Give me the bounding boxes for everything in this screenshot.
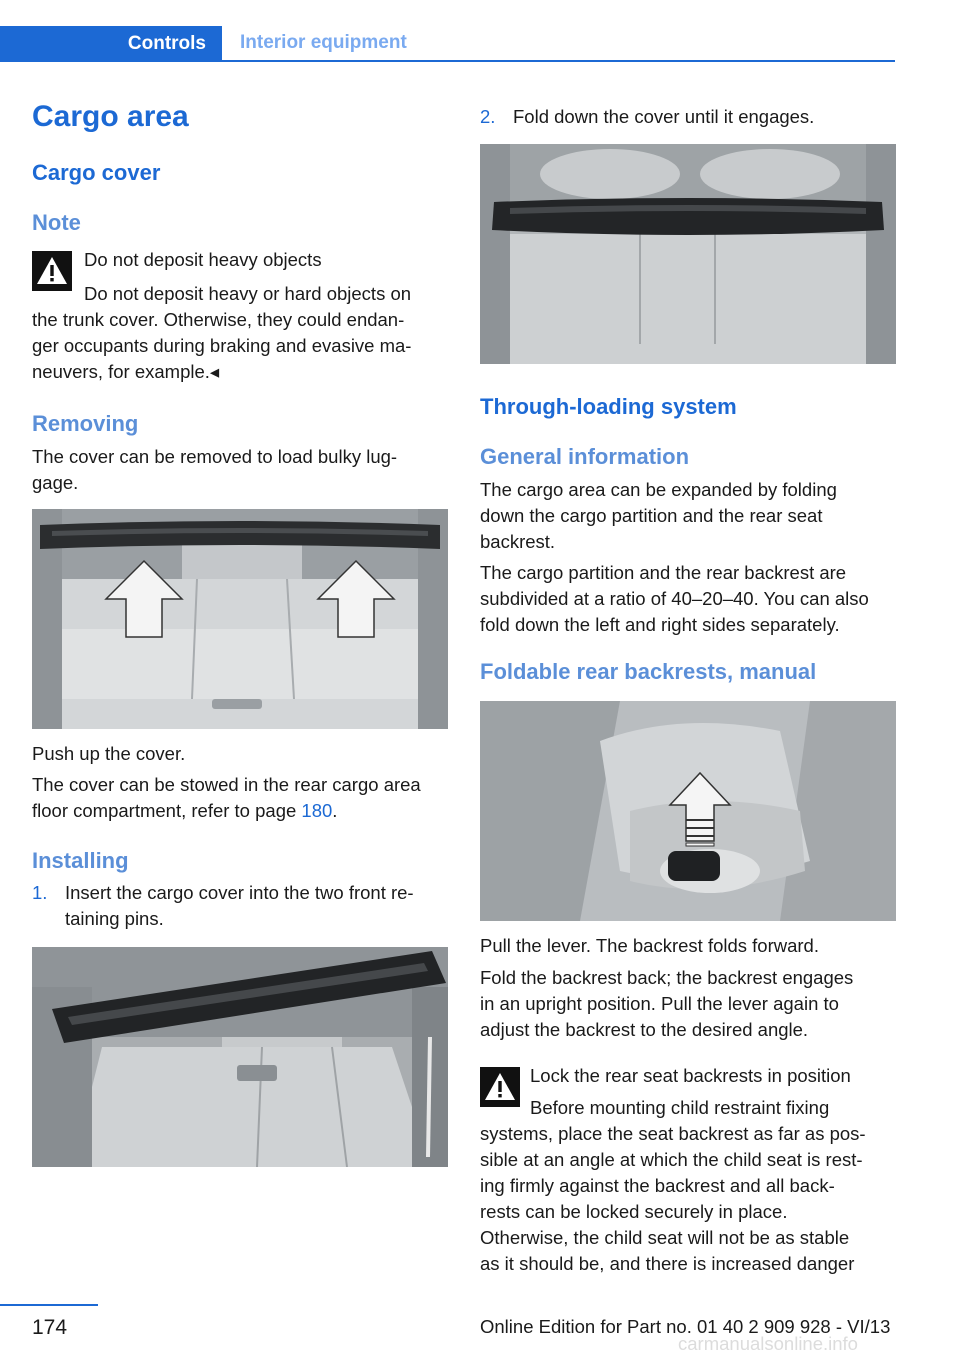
stow-text-end: . [332,800,338,821]
warning-text: the trunk cover. Otherwise, they could endan- ger occupants during braking and evasive ma- neuvers, for example.◂ [32,309,412,382]
stow-instruction [32,772,448,824]
heading-through-loading: Through-loading system [480,394,737,419]
page-number: 174 [32,1316,68,1339]
warning-icon [32,251,72,291]
general-paragraph-2: The cargo partition and the rear backrest are subdivided at a ratio of 40–20–40. You can also fold down the left and right sides separately. [480,562,869,635]
heading-cargo-cover: Cargo cover [32,160,161,185]
page-header [0,26,895,62]
general-paragraph-1: The cargo area can be expanded by folding down the cargo partition and the rear seat backrest. [480,479,837,552]
watermark: carmanualsonline.info [678,1333,858,1354]
pull-lever-text: Pull the lever. The backrest folds forward. [480,935,819,956]
warning-icon [480,1067,520,1107]
heading-removing: Removing [32,411,139,436]
step-2 [480,104,512,130]
footer-rule [0,1304,98,1306]
heading-foldable-backrests: Foldable rear backrests, manual [480,659,817,684]
heading-installing: Installing [32,848,129,873]
removing-text: The cover can be removed to load bulky lug- gage. [32,446,398,493]
figure-insert-cover [32,947,448,1167]
warning-title: Do not deposit heavy objects [84,249,322,270]
section-title[interactable]: Interior equipment [240,32,407,53]
chapter-tab[interactable]: Controls [0,26,222,62]
figure-cover-engaged [480,144,896,364]
push-instruction: Push up the cover. [32,743,186,764]
step-1-text: Insert the cargo cover into the two front re- taining pins. [65,882,414,929]
step-number: 2. [480,106,496,127]
stow-text: The cover can be stowed in the rear cargo area floor compartment, refer to page [32,774,421,821]
edition-info: Online Edition for Part no. 01 40 2 909 928 - VI/13 [480,1316,891,1337]
figure-remove-cover [32,509,448,729]
heading-note: Note [32,210,81,235]
figure-backrest-lever [480,701,896,921]
step-1 [32,880,64,906]
fold-back-text: Fold the backrest back; the backrest engages in an upright position. Pull the lever again to adjust the backrest to the desired angle. [480,967,854,1040]
step-number: 1. [32,882,48,903]
warning-text-2-first-line: Before mounting child restraint fixing [530,1097,830,1118]
warning-title-2: Lock the rear seat backrests in position [530,1065,851,1086]
heading-general-information: General information [480,444,690,469]
warning-text-first-line: Do not deposit heavy or hard objects on [84,283,412,304]
warning-text-2: systems, place the seat backrest as far as pos- sible at an angle at which the child seat is rest- ing firmly against the backrest and all back- rests can be locked securely in place. Otherwise, the child seat will not be as stable as it should be, and there is increased danger [480,1123,866,1274]
heading-cargo-area: Cargo area [32,100,189,133]
step-2-text: Fold down the cover until it engages. [513,106,815,127]
page-link[interactable]: 180 [301,800,333,821]
